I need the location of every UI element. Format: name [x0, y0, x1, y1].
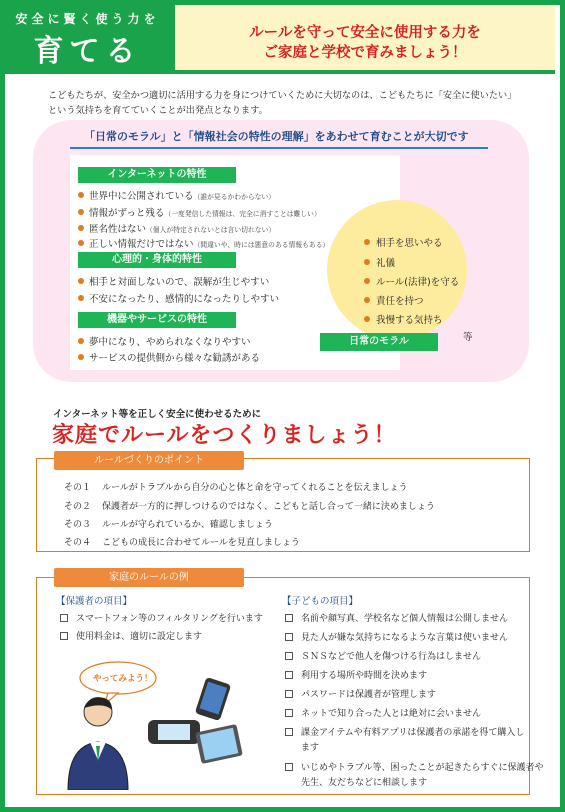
bullet-icon	[78, 338, 84, 344]
bullet-icon	[78, 354, 84, 360]
list-item: 夢中になり、やめられなくなりやすい	[78, 334, 251, 348]
list-item: 正しい情報だけではない（間違いや、時には悪意のある情報もある）	[78, 236, 329, 250]
group-heading-internet: インターネットの特性	[78, 167, 236, 183]
list-item: 相手と対面しないので、誤解が生じやすい	[78, 274, 269, 288]
child-item: 見た人が嫌な気持ちになるような言葉は使いません	[285, 630, 508, 643]
moral-label: 日常のモラル	[320, 333, 438, 351]
section1-title: 「日常のモラル」と「情報社会の特性の理解」をあわせて育むことが大切です	[84, 130, 469, 143]
header-banner	[175, 5, 555, 74]
group-heading-device: 機器やサービスの特性	[78, 312, 236, 328]
bullet-icon	[78, 295, 84, 301]
header-badge	[0, 0, 175, 74]
checkbox-icon	[60, 632, 68, 640]
checkbox-icon	[285, 690, 293, 698]
bullet-icon	[364, 239, 370, 245]
list-item: 情報がずっと残る（一度発信した情報は、完全に消すことは難しい）	[78, 205, 321, 219]
child-item: ＳＮＳなどで他人を傷つける行為はしません	[285, 649, 481, 662]
group-heading-psych: 心理的・身体的特性	[78, 252, 236, 268]
child-item-cont: 先生、友だちなどに相談します	[301, 778, 428, 788]
moral-item: 礼儀	[364, 255, 395, 269]
rule-item: その４ こどもの成長に合わせてルールを見直しましょう	[64, 538, 300, 548]
child-item: 名前や顔写真、学校名など個人情報は公開しません	[285, 611, 508, 624]
child-item: いじめやトラブル等、困ったことが起きたらすぐに保護者や	[285, 760, 543, 773]
child-item: ネットで知り合った人とは絶対に会いません	[285, 706, 481, 719]
person-icon	[68, 697, 128, 790]
child-heading: 【子どもの項目】	[282, 596, 359, 607]
child-item: パスワードは保護者が管理します	[285, 687, 436, 700]
checkbox-icon	[285, 671, 293, 679]
checkbox-icon	[285, 728, 293, 736]
bullet-icon	[364, 316, 370, 322]
header-line-2: ご家庭と学校で育みましょう！	[263, 45, 467, 61]
moral-item: 相手を思いやる	[364, 235, 443, 249]
bullet-icon	[78, 240, 84, 246]
smartphone-icon	[195, 677, 231, 721]
moral-item: ルール(法律)を守る	[364, 274, 459, 288]
moral-item: 我慢する気持ち	[364, 312, 443, 326]
checkbox-icon	[285, 709, 293, 717]
child-item-cont: ます	[301, 743, 320, 753]
list-item: 不安になったり、感情的になったりしやすい	[78, 291, 279, 305]
rule-item: その１ ルールがトラブルから自分の心と体と命を守ってくれることを伝えましょう	[64, 483, 408, 493]
checkbox-icon	[285, 614, 293, 622]
list-item: サービスの提供側から様々な勧誘がある	[78, 350, 260, 364]
section2-subtitle: インターネット等を正しく安全に使わせるために	[53, 409, 262, 420]
parent-item: 使用料金は、適切に設定します	[60, 629, 202, 642]
bullet-icon	[364, 297, 370, 303]
moral-etc: 等	[463, 332, 473, 343]
intro-text: こどもたちが、安全かつ適切に活用する力を身につけていくために大切なのは、こどもたちに「安全に使いたい」という気持ちを育てていくことが出発点となります。	[48, 90, 517, 116]
parent-heading: 【保護者の項目】	[56, 596, 133, 607]
parent-item: スマートフォン等のフィルタリングを行います	[60, 611, 263, 624]
bubble-text: やってみよう！	[93, 674, 153, 684]
checkbox-icon	[285, 652, 293, 660]
illustration	[60, 650, 260, 790]
child-item: 利用する場所や時間を決めます	[285, 668, 427, 681]
list-item: 匿名性はない（個人が特定されないとは言い切れない）	[78, 221, 275, 235]
bullet-icon	[78, 192, 84, 198]
child-item: 課金アイテムや有料アプリは保護者の承諾を得て購入し	[285, 725, 524, 738]
header-small-text: 安全に賢く使う力を	[15, 12, 160, 26]
moral-item: 責任を持つ	[364, 293, 424, 307]
header-big-text: 育てる	[33, 34, 142, 69]
checkbox-icon	[285, 763, 293, 771]
tablet-icon	[195, 724, 243, 764]
bullet-icon	[78, 225, 84, 231]
bullet-icon	[364, 278, 370, 284]
bullet-icon	[78, 209, 84, 215]
section1-divider	[70, 147, 488, 149]
rule-item: その２ 保護者が一方的に押しつけるのではなく、こどもと話し合って一緒に決めましょう	[64, 502, 435, 512]
section2-title: 家庭でルールをつくりましょう！	[52, 423, 397, 448]
list-item: 世界中に公開されている（誰が見るかわからない）	[78, 188, 275, 202]
checkbox-icon	[285, 633, 293, 641]
points-title: ルールづくりのポイント	[54, 451, 244, 470]
checkbox-icon	[60, 614, 68, 622]
header-line-1: ルールを守って安全に使用する力を	[249, 25, 481, 41]
rule-item: その３ ルールが守られているか、確認しましょう	[64, 520, 273, 530]
bullet-icon	[78, 278, 84, 284]
bullet-icon	[364, 259, 370, 265]
game-console-icon	[148, 720, 200, 744]
examples-title: 家庭のルールの例	[54, 568, 244, 587]
